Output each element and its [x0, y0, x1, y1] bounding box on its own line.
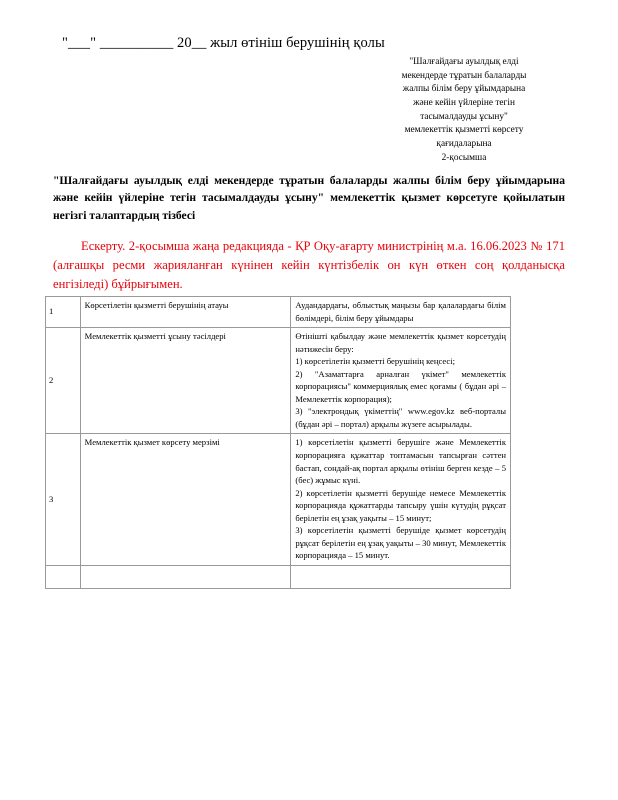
addressee-line: жалпы білім беру ұйымдарына	[402, 84, 526, 95]
signature-line: "___" __________ 20__ жыл өтініш берушінің қолы	[62, 35, 385, 51]
addressee-appendix-number: 2-қосымша	[441, 152, 487, 163]
row-value	[291, 328, 511, 434]
value-line: 2) "Азаматтарға арналған үкімет" мемлекеттік корпорациясы" коммерциялық емес қоғамы ( бұдан әрі – Мемлекеттік корпорация);	[295, 368, 506, 404]
addressee-line: мекендерде тұратын балаларды	[401, 70, 527, 81]
value-line: 1) көрсетілетін қызметті берушіге және Мемлекеттік корпорацияға құжаттар топтамасын тапсырған сәттен бастап, сондай-ақ портал арқылы өтініш берген кезде – 5 (бес) жұмыс күні.	[295, 437, 506, 486]
table-row	[46, 297, 511, 328]
row-number	[46, 565, 81, 588]
row-number: 3	[46, 434, 81, 565]
value-line: 3) көрсетілетін қызметті берушіде қызмет көрсетудің рұқсат берілетін ең ұзақ уақыты – 30 минут, Мемлекеттік корпорацияда – 15 минут.	[295, 525, 506, 561]
value-line: Аудандардағы, облыстық маңызы бар қалалардағы білім бөлімдері, білім беру ұйымдары	[295, 300, 506, 323]
table-row	[46, 328, 511, 434]
addressee-block	[366, 56, 562, 165]
row-label: Мемлекеттік қызмет көрсету мерзімі	[80, 434, 291, 565]
value-line: Өтінішті қабылдау және мемлекеттік қызмет көрсетудің нәтижесін беру:	[295, 331, 506, 354]
row-value	[291, 434, 511, 565]
row-value	[291, 565, 511, 588]
table-row	[46, 434, 511, 565]
amendment-note: Ескерту. 2-қосымша жаңа редакцияда - ҚР Оқу-ағарту министрінің м.а. 16.06.2023 № 171 (алғашқы ресми жарияланған күнінен кейін күнтізбелік он күн өткен соң қолданысқа енгізіледі) бұйрығымен.	[53, 239, 565, 292]
value-line: 3) "электрондық үкіметтің" www.egov.kz веб-порталы (бұдан әрі – портал) арқылы жүзеге асырылады.	[295, 406, 506, 429]
row-label: Мемлекеттік қызметті ұсыну тәсілдері	[80, 328, 291, 434]
addressee-line: мемлекеттік қызметті көрсету	[404, 125, 524, 136]
row-number: 1	[46, 297, 81, 328]
value-line: 2) көрсетілетін қызметті берушіде немесе Мемлекеттік корпорацияда құжаттарды тапсыру үшін күтудің рұқсат берілетін ең ұзақ уақыты – 15 минут;	[295, 487, 506, 523]
table-row	[46, 565, 511, 588]
addressee-line: "Шалғайдағы ауылдық елді	[409, 57, 519, 67]
addressee-line: тасымалдауды ұсыну"	[420, 111, 508, 122]
addressee-line: және кейін үйлеріне тегін	[413, 97, 515, 108]
row-label	[80, 565, 291, 588]
addressee-line: қағидаларына	[436, 138, 492, 149]
row-label: Көрсетілетін қызметті берушінің атауы	[80, 297, 291, 328]
value-line: 1) көрсетілетін қызметті берушінің кеңсесі;	[295, 356, 456, 367]
requirements-table	[45, 296, 511, 589]
row-number: 2	[46, 328, 81, 434]
row-value	[291, 297, 511, 328]
document-title: "Шалғайдағы ауылдық елді мекендерде тұратын балаларды жалпы білім беру ұйымдарына және кейін үйлеріне тегін тасымалдауды ұсыну" мемлекеттік қызмет көрсетуге қойылатын негізгі талаптардың тізбесі	[53, 174, 565, 222]
